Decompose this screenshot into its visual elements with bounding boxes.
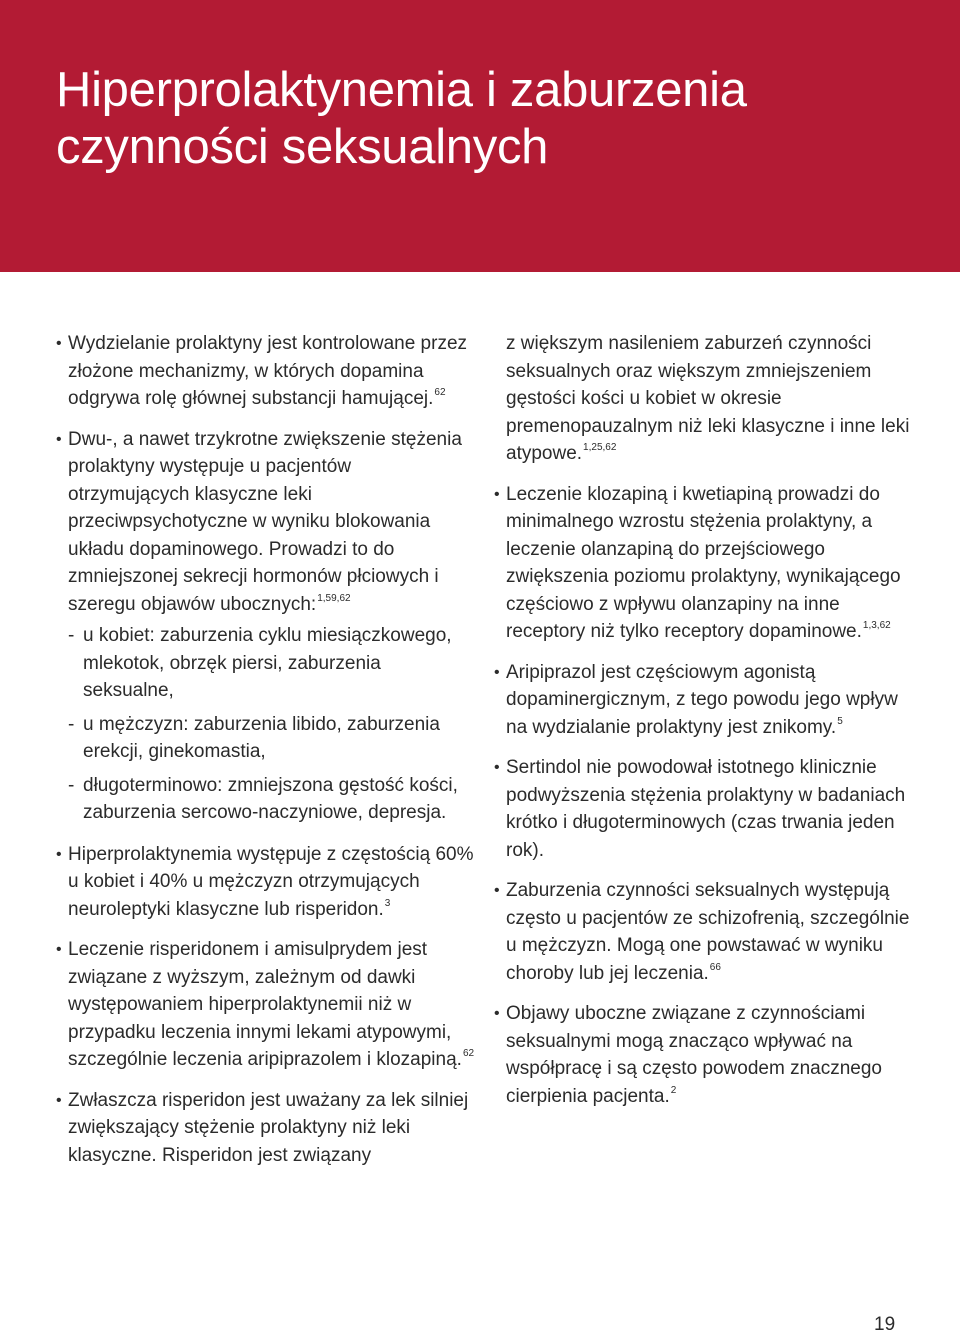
sub-list xyxy=(56,622,476,827)
list-item xyxy=(56,841,476,924)
list-item-text: Hiperprolaktynemia występuje z częstością 60% u kobiet i 40% u mężczyzn otrzymujących neuroleptyki klasyczne lub risperidon. xyxy=(68,843,474,920)
right-column xyxy=(494,330,924,1123)
bullet-icon: • xyxy=(494,882,500,899)
list-item xyxy=(56,426,476,619)
list-item xyxy=(494,1000,924,1110)
list-item-text: Zaburzenia czynności seksualnych występują często u pacjentów ze schizofrenią, szczególnie u mężczyzn. Mogą one powstawać w wyniku choroby lub jej leczenia. xyxy=(506,880,910,984)
bullet-icon: • xyxy=(56,430,62,448)
title-banner xyxy=(0,0,960,272)
list-item-continuation xyxy=(494,330,924,468)
sub-list-item xyxy=(56,622,476,705)
dash-marker: - xyxy=(68,625,75,646)
list-item xyxy=(494,754,924,864)
list-item-text: Zwłaszcza risperidon jest uważany za lek silniej zwiększający stężenie prolaktyny niż leki klasyczne. Risperidon jest związany xyxy=(68,1089,469,1166)
reference-number: 62 xyxy=(434,387,446,398)
list-item xyxy=(56,330,476,413)
page-title-line-1: Hiperprolaktynemia i zaburzenia xyxy=(56,63,747,117)
page-title-line-2: czynności seksualnych xyxy=(56,120,549,174)
list-item-text: Sertindol nie powodował istotnego klinicznie podwyższenia stężenia prolaktyny w badaniach krótko i długoterminowych (czas trwania jeden rok). xyxy=(506,757,906,861)
bullet-icon: • xyxy=(494,663,500,681)
list-item xyxy=(56,936,476,1074)
list-item-text: z większym nasileniem zaburzeń czynności seksualnych oraz większym zmniejszeniem gęstości kości u kobiet w okresie premenopauzalnym niż leki klasyczne i inne leki atypowe. xyxy=(506,333,910,464)
reference-number: 66 xyxy=(709,961,721,973)
reference-number: 2 xyxy=(670,1084,677,1096)
bullet-icon: • xyxy=(56,845,62,863)
list-item-text: Leczenie klozapiną i kwetiapiną prowadzi do minimalnego wzrostu stężenia prolaktyny, a leczenie olanzapiną do przejściowego zwiększenia poziomu prolaktyny, wynikającego częściowo z wpływu olanzapiny na inne receptory niż tylko receptory dopaminowe. xyxy=(506,483,901,642)
reference-number: 1,3,62 xyxy=(862,620,891,631)
bullet-icon: • xyxy=(494,485,500,503)
list-item-text: Wydzielanie prolaktyny jest kontrolowane przez złożone mechanizmy, w których dopamina odgrywa rolę głównej substancji hamującej. xyxy=(68,333,468,409)
list-item xyxy=(494,481,924,646)
reference-number: 3 xyxy=(384,897,391,909)
sub-list-item-text: u mężczyzn: zaburzenia libido, zaburzenia erekcji, ginekomastia, xyxy=(83,713,440,762)
sub-list-item-text: u kobiet: zaburzenia cyklu miesiączkowego, mlekotok, obrzęk piersi, zaburzenia seksualne, xyxy=(83,625,452,701)
list-item-text: Objawy uboczne związane z czynnościami seksualnymi mogą znacząco wpływać na współpracę i są często powodem znacznego cierpienia pacjenta. xyxy=(506,1003,882,1107)
reference-number: 1,59,62 xyxy=(317,592,351,604)
bullet-icon: • xyxy=(494,1005,500,1022)
reference-number: 1,25,62 xyxy=(583,442,617,453)
list-item-text: Dwu-, a nawet trzykrotne zwiększenie stężenia prolaktyny występuje u pacjentów otrzymujących klasyczne leki przeciwpsychotyczne w wyniku blokowania układu dopaminowego. Prowadzi to do zmniejszonej sekrecji hormonów płciowych i szeregu objawów ubocznych: xyxy=(68,428,462,615)
left-column xyxy=(56,330,476,1182)
bullet-icon: • xyxy=(56,335,62,352)
sub-list-item xyxy=(56,711,476,766)
sub-list-item xyxy=(56,772,476,827)
sub-list-item-text: długoterminowo: zmniejszona gęstość kości, zaburzenia sercowo-naczyniowe, depresja. xyxy=(83,774,458,823)
dash-marker: - xyxy=(68,774,75,796)
list-item xyxy=(56,1087,476,1170)
dash-marker: - xyxy=(68,713,75,735)
bullet-icon: • xyxy=(56,941,62,958)
bullet-icon: • xyxy=(56,1091,62,1109)
page-number: 19 xyxy=(874,1314,896,1335)
reference-number: 62 xyxy=(462,1048,475,1059)
reference-number: 5 xyxy=(837,715,843,727)
list-item-text: Leczenie risperidonem i amisulprydem jest związane z wyższym, zależnym od dawki występowaniem hiperprolaktynemii niż w przypadku leczenia innymi lekami atypowymi, szczególnie leczenia aripiprazolem i klozapiną. xyxy=(68,939,462,1070)
bullet-icon: • xyxy=(494,759,500,776)
list-item xyxy=(494,877,924,987)
page-title xyxy=(56,62,747,176)
list-item-text: Aripiprazol jest częściowym agonistą dopaminergicznym, z tego powodu jego wpływ na wydzialanie prolaktyny jest znikomy. xyxy=(506,661,898,738)
list-item xyxy=(494,659,924,742)
